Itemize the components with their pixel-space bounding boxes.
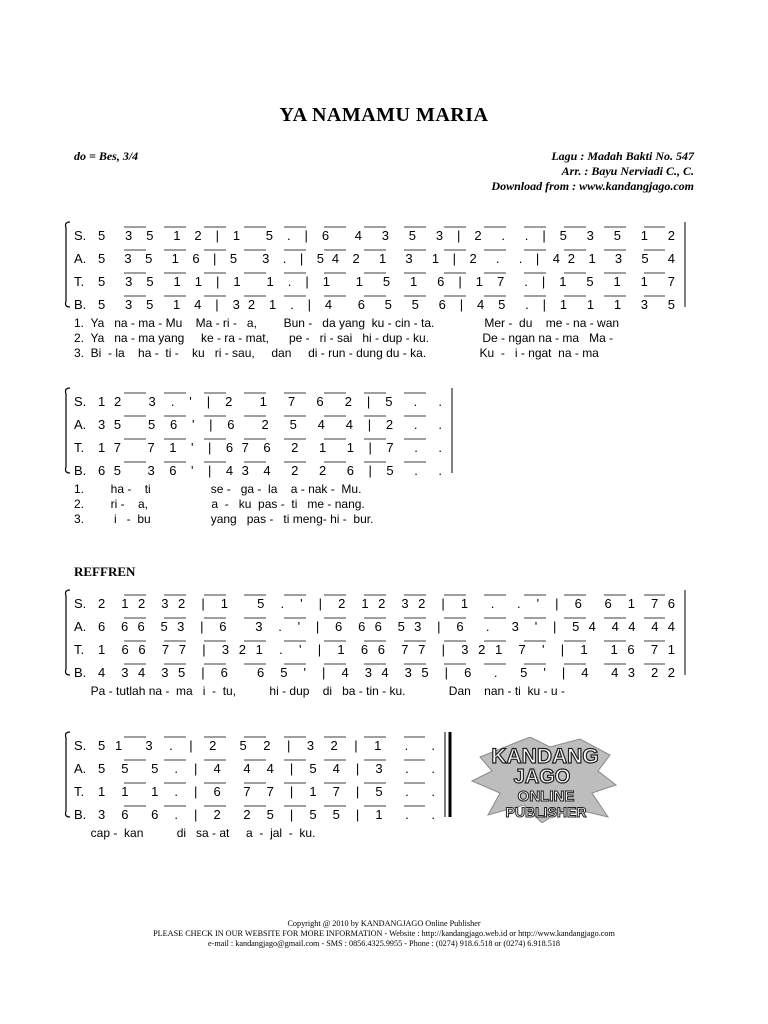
song-title: YA NAMAMU MARIA: [279, 104, 489, 126]
voice-notes: 5 1 3 . | 2 5 2 | 3 2 | 1 . .: [98, 738, 435, 753]
system-brace: [66, 732, 71, 817]
lyric-line: 2. ri - a, a - ku pas - ti me - nang.: [74, 497, 365, 511]
voice-label: T.: [74, 440, 85, 455]
logo-text-2: JAGO: [513, 766, 571, 788]
voice-notes: 3 6 6 . | 2 2 5 | 5 5 | 1 . .: [98, 807, 436, 822]
voice-label: S.: [74, 738, 87, 753]
lyric-line: 1. ha - ti se - ga - la a - nak - Mu.: [74, 482, 362, 496]
voice-notes: 6 5 3 6 ' | 4 3 4 2 2 6 | 5 . .: [98, 463, 442, 478]
lyric-line: 1. Ya na - ma - Mu Ma - ri - a, Bun - da yang ku - cin - ta. Mer - du me - na - wan: [74, 316, 620, 330]
footer: [0, 919, 768, 949]
voice-notes: 5 3 5 1 1 | 1 1 . | 1 1 5 1 6 | 1 7 . | 1 5 1 1 7: [98, 274, 675, 289]
voice-label: B.: [74, 297, 87, 312]
voice-label: A.: [74, 251, 87, 266]
voice-label: A.: [74, 761, 87, 776]
voice-label: S.: [74, 394, 87, 409]
logo-text-1: KANDANG: [491, 745, 599, 768]
voice-notes: 2 1 2 3 2 | 1 5 . ' | 2 1 2 3 2 | 1 . . ' | 6 6 1 7 6: [98, 596, 676, 611]
lyric-line: cap - kan di sa - at a - jal - ku.: [74, 826, 316, 840]
lyric-line: 2. Ya na - ma yang ke - ra - mat, pe - ri - sai hi - dup - ku. De - ngan na - ma Ma -: [74, 331, 614, 345]
voice-label: B.: [74, 463, 87, 478]
voice-label: S.: [74, 228, 87, 243]
publisher-logo: [470, 737, 620, 823]
voice-notes: 1 6 6 7 7 | 3 2 1 . ' | 1 6 6 7 7 | 3 2 1 7 ' | 1 1 6 7 1: [98, 642, 675, 657]
voice-notes: 5 3 5 1 4 | 3 2 1 . | 4 6 5 5 6 | 4 5 . | 1 1 1 3 5: [98, 297, 676, 312]
credit-arranger: Arr. : Bayu Nerviadi C., C.: [561, 164, 694, 178]
lyric-line: Pa - tutlah na - ma i - tu, hi - dup di ba - tin - ku. Dan nan - ti ku - u -: [74, 684, 565, 698]
voice-label: B.: [74, 665, 87, 680]
voice-label: A.: [74, 417, 87, 432]
footer-contact: e-mail : kandangjago@gmail.com - SMS : 0856.4325.9955 - Phone : (0274) 918.6.518 or (0274) 6.918.518: [207, 939, 561, 948]
credit-lagu: Lagu : Madah Bakti No. 547: [551, 149, 694, 163]
voice-label: T.: [74, 274, 85, 289]
voice-label: B.: [74, 807, 87, 822]
lyric-line: 3. i - bu yang pas - ti meng- hi - bur.: [74, 512, 374, 526]
footer-copyright: Copyright @ 2010 by KANDANGJAGO Online Publisher: [287, 919, 481, 928]
voice-notes: 6 6 6 5 3 | 6 3 . ' | 6 6 6 5 3 | 6 . 3 ' | 5 4 4 4 4 4: [98, 619, 676, 634]
voice-notes: 1 7 7 1 ' | 6 7 6 2 1 1 | 7 . .: [98, 440, 442, 455]
logo-text-4: PUBLISHER: [505, 804, 587, 820]
voice-notes: 5 3 5 1 2 | 1 5 . | 6 4 3 5 3 | 2 . . | 5 3 5 1 2: [98, 228, 675, 243]
lyric-line: 3. Bi - la ha - ti - ku ri - sau, dan di - run - dung du - ka. Ku - i - ngat na - ma: [74, 346, 599, 360]
credit-download: Download from : www.kandangjago.com: [491, 179, 694, 193]
refrain-heading: REFFREN: [74, 564, 136, 579]
voice-label: A.: [74, 619, 87, 634]
voice-label: T.: [74, 784, 85, 799]
voice-label: T.: [74, 642, 85, 657]
voice-notes: 1 1 1 . | 6 7 7 | 1 7 | 5 . .: [98, 784, 436, 799]
voice-notes: 1 2 3 . ' | 2 1 7 6 2 | 5 . .: [98, 394, 443, 409]
logo-starburst-icon: [470, 737, 620, 823]
voice-notes: 5 3 5 1 6 | 5 3 . | 5 4 2 1 3 1 | 2 . . | 4 2 1 3 5 4: [98, 251, 675, 266]
voice-label: S.: [74, 596, 87, 611]
footer-website: PLEASE CHECK IN OUR WEBSITE FOR MORE INFORMATION - Website : http://kandangjago.web.id or http://www.kandangjago.com: [153, 929, 615, 938]
voice-notes: 5 5 5 . | 4 4 4 | 5 4 | 3 . .: [98, 761, 436, 776]
key-signature: do = Bes, 3/4: [74, 149, 139, 163]
voice-notes: 3 5 5 6 ' | 6 2 5 4 4 | 2 . .: [98, 417, 443, 432]
logo-text-3: ONLINE: [517, 788, 575, 805]
voice-notes: 4 3 4 3 5 | 6 6 5 ' | 4 3 4 3 5 | 6 . 5 ' | 4 4 3 2 2: [98, 665, 676, 680]
